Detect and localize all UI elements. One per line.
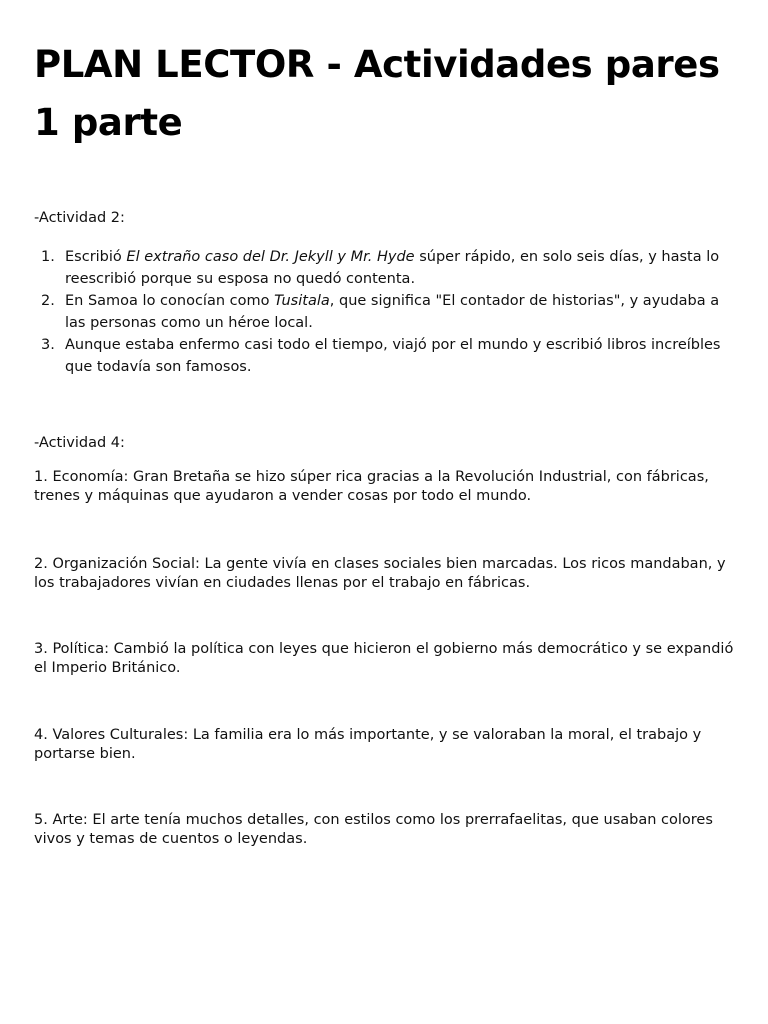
list-item-text: súper rápido, en solo seis días, y hasta lo reescribió porque su esposa no quedó contenta. [65,249,720,287]
list-item [34,334,734,378]
list-item [34,246,734,290]
paragraph-arte: 5. Arte: El arte tenía muchos detalles, con estilos como los prerrafaelitas, que usaban colores vivos y temas de cuentos o leyendas. [34,812,713,847]
list-item-number: 3. [41,337,55,353]
paragraph-economia: 1. Economía: Gran Bretaña se hizo súper rica gracias a la Revolución Industrial, con fábricas, trenes y máquinas que ayudaron a vender cosas por todo el mundo. [34,469,709,504]
actividad-4-label: -Actividad 4: [34,435,125,451]
list-item-text: Escribió [65,249,127,265]
list-item-number: 1. [41,249,55,265]
actividad-2-list [34,246,734,378]
page-title: PLAN LECTOR - Actividades pares 1 parte [34,43,720,144]
actividad-2-label: -Actividad 2: [34,210,125,226]
list-item-text: En Samoa lo conocían como [65,293,275,309]
paragraph-politica: 3. Política: Cambió la política con leyes que hicieron el gobierno más democrático y se expandió el Imperio Británico. [34,641,734,676]
book-title: El extraño caso del Dr. Jekyll y Mr. Hyde [126,249,415,265]
paragraph-organizacion-social: 2. Organización Social: La gente vivía en clases sociales bien marcadas. Los ricos mandaban, y los trabajadores vivían en ciudades llenas por el trabajo en fábricas. [34,556,726,591]
list-item-text: , que significa "El contador de historias", y ayudaba a las personas como un héroe local. [65,293,720,331]
list-item [34,290,734,334]
list-item-number: 2. [41,293,55,309]
nickname: Tusitala [274,293,330,309]
paragraph-valores-culturales: 4. Valores Culturales: La familia era lo más importante, y se valoraban la moral, el trabajo y portarse bien. [34,727,702,762]
list-item-text: Aunque estaba enfermo casi todo el tiempo, viajó por el mundo y escribió libros increíbles que todavía son famosos. [65,337,721,375]
